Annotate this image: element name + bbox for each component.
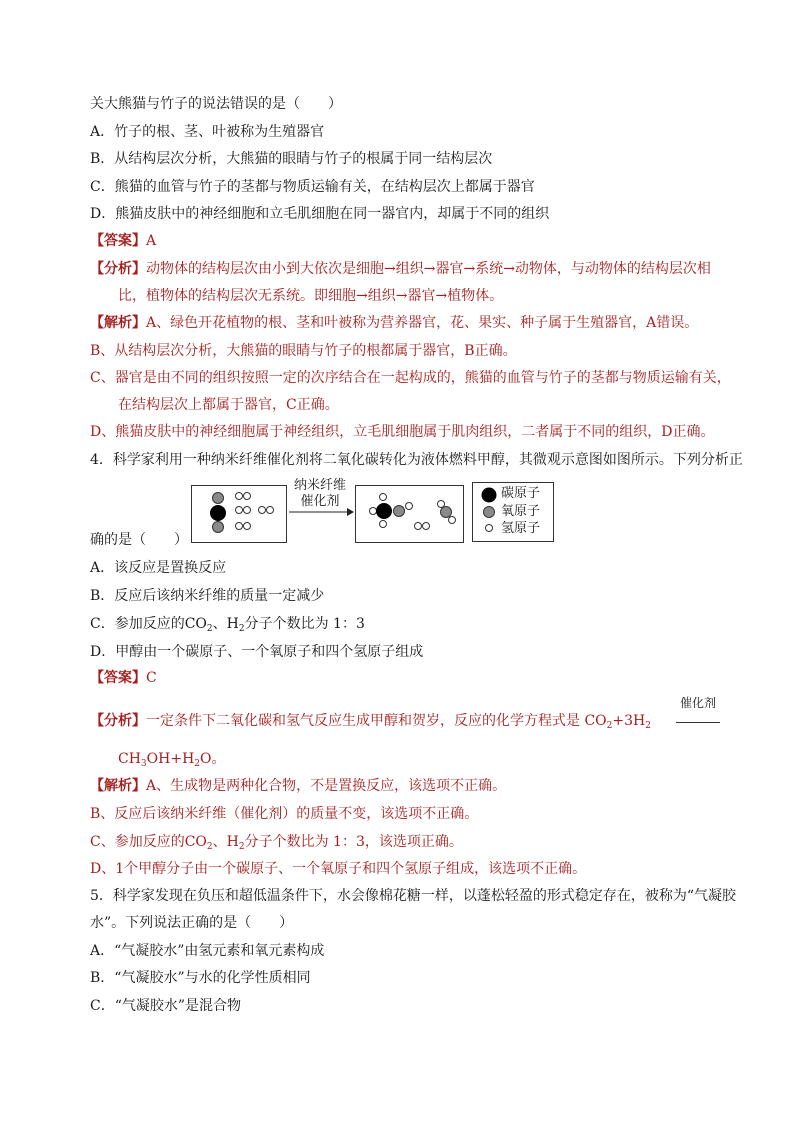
hydrogen-atom — [244, 523, 251, 530]
hydrogen-atom — [244, 507, 251, 514]
catalyst-label: 催化剂 — [680, 696, 717, 710]
q5-stem: 5．科学家发现在负压和超低温条件下，水会像棉花糖一样，以蓬松轻盈的形式稳定存在，被称为“气凝胶 — [90, 888, 737, 904]
legend-carbon: 碳原子 — [501, 486, 541, 501]
q3-analysis: 【分析】动物体的结构层次由小到大依次是细胞→组织→器官→系统→动物体，与动物体的结构层次相 — [90, 261, 711, 277]
explain-tag: 【解析】 — [90, 778, 146, 794]
answer-value: A — [146, 233, 157, 249]
q3-answer — [90, 231, 156, 251]
q3-explain-d: D、熊猫皮肤中的神经细胞属于神经组织，立毛肌细胞属于肌肉组织，二者属于不同的组织，D正确。 — [90, 424, 715, 440]
q4-analysis: 【分析】一定条件下二氧化碳和氢气反应生成甲醇和贺岁，反应的化学方程式是 $CO_2+3H_2$ — [90, 713, 651, 731]
hydrogen-atom — [370, 508, 377, 515]
answer-tag: 【答案】 — [90, 670, 146, 686]
q4-option-a: A．该反应是置换反应 — [90, 560, 227, 576]
hydrogen-atom — [438, 501, 445, 508]
reaction-arrow-icon — [287, 507, 355, 517]
hydrogen-atom — [380, 521, 387, 528]
q3-analysis-cont: 比，植物体的结构层次无系统。即细胞→组织→器官→植物体。 — [118, 288, 504, 304]
q4-option-b: B．反应后该纳米纤维的质量一定减少 — [90, 588, 325, 604]
legend-hydrogen: 氢原子 — [501, 521, 541, 536]
answer-tag: 【答案】 — [90, 233, 146, 249]
q5-option-a: A．“气凝胶水”由氢元素和氧元素构成 — [90, 943, 325, 959]
hydrogen-atom — [244, 493, 251, 500]
q4-stem: 4．科学家利用一种纳米纤维催化剂将二氧化碳转化为液体燃料甲醇，其微观示意图如图所示。下列分析正 — [90, 452, 743, 468]
hydrogen-atom — [236, 493, 243, 500]
carbon-atom — [376, 503, 392, 519]
hydrogen-atom — [406, 503, 413, 510]
q3-option-c: C．熊猫的血管与竹子的茎都与物质运输有关，在结构层次上都属于器官 — [90, 179, 535, 195]
analysis-tag: 【分析】 — [90, 713, 146, 729]
hydrogen-atom — [449, 517, 456, 524]
q4-analysis-cont: $CH_3OH+H_2O$。 — [118, 751, 226, 769]
q3-explain-b: B、从结构层次分析，大熊猫的眼睛与竹子的根都属于器官，B正确。 — [90, 343, 517, 359]
q4-explain-c: C、参加反应的$CO_2$、$H_2$分子个数比为 1：3，该选项正确。 — [90, 834, 463, 852]
q3-option-b: B．从结构层次分析，大熊猫的眼睛与竹子的根属于同一结构层次 — [90, 151, 493, 167]
q5-option-c: C．“气凝胶水”是混合物 — [90, 998, 242, 1014]
q3-explain-c-cont: 在结构层次上都属于器官，C正确。 — [118, 397, 339, 413]
q3-option-d: D．熊猫皮肤中的神经细胞和立毛肌细胞在同一器官内，却属于不同的组织 — [90, 206, 550, 222]
q3-explain-c: C、器官是由不同的组织按照一定的次序结合在一起构成的，熊猫的血管与竹子的茎都与物质运输有关， — [90, 370, 731, 386]
reactants-box — [191, 485, 287, 543]
products-molecules — [356, 486, 463, 542]
q4-option-c: C．参加反应的$CO_2$、$H_2$分子个数比为 1：3 — [90, 616, 365, 634]
hydrogen-atom — [267, 507, 274, 514]
hydrogen-atom — [380, 494, 387, 501]
carbon-legend-icon — [482, 488, 497, 503]
products-box — [355, 485, 464, 543]
answer-value: C — [146, 670, 157, 686]
q4-explain-b: B、反应后该纳米纤维（催化剂）的质量不变，该选项不正确。 — [90, 806, 479, 822]
hydrogen-atom — [259, 507, 266, 514]
q5-option-b: B．“气凝胶水”与水的化学性质相同 — [90, 970, 311, 986]
q4-answer — [90, 668, 157, 688]
hydrogen-legend-icon — [486, 525, 493, 532]
legend-oxygen: 氧原子 — [501, 504, 541, 519]
equation-condition-line — [676, 722, 720, 723]
q3-explain: 【解析】A、绿色开花植物的根、茎和叶被称为营养器官，花、果实、种子属于生殖器官，A错误。 — [90, 315, 699, 331]
q5-stem-cont: 水”。下列说法正确的是（ ） — [90, 915, 294, 931]
reactants-molecules — [192, 486, 286, 542]
oxygen-atom — [213, 493, 224, 504]
q4-option-d: D．甲醇由一个碳原子、一个氧原子和四个氢原子组成 — [90, 644, 424, 660]
oxygen-atom — [441, 507, 452, 518]
legend-box — [472, 482, 554, 542]
oxygen-atom — [213, 522, 224, 533]
q4-explain: 【解析】A、生成物是两种化合物，不是置换反应，该选项不正确。 — [90, 778, 507, 794]
hydrogen-atom — [423, 523, 430, 530]
q4-explain-d: D、1个甲醇分子由一个碳原子、一个氧原子和四个氢原子组成，该选项不正确。 — [90, 861, 587, 877]
legend-symbols — [473, 483, 503, 541]
arrow-label-1: 纳米纤维 — [293, 478, 346, 493]
oxygen-legend-icon — [484, 507, 495, 518]
q3-stem: 关大熊猫与竹子的说法错误的是（ ） — [90, 96, 342, 112]
hydrogen-atom — [236, 507, 243, 514]
carbon-atom — [210, 505, 226, 521]
hydrogen-atom — [236, 523, 243, 530]
explain-tag: 【解析】 — [90, 315, 146, 331]
q3-option-a: A．竹子的根、茎、叶被称为生殖器官 — [90, 124, 325, 140]
oxygen-atom — [394, 506, 405, 517]
q4-stem-cont: 确的是（ ） — [90, 532, 188, 548]
analysis-tag: 【分析】 — [90, 261, 146, 277]
arrow-label-2: 催化剂 — [300, 494, 340, 509]
hydrogen-atom — [415, 523, 422, 530]
